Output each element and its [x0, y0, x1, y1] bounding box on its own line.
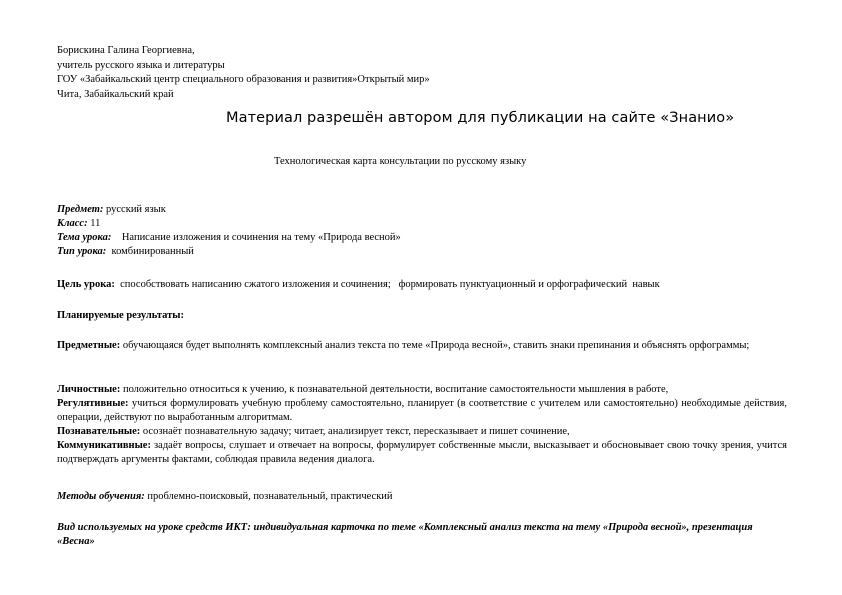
teaching-methods	[57, 490, 787, 504]
author-name: Борискина Галина Георгиевна,	[57, 45, 195, 56]
author-position: учитель русского языка и литературы	[57, 59, 225, 71]
planned-results-heading: Планируемые результаты:	[57, 310, 184, 321]
topic-value: Написание изложения и сочинения на тему «Природа весной»	[111, 232, 401, 243]
personal-label: Личностные:	[57, 384, 121, 395]
personal-value: положительно относиться к учению, к познавательной деятельности, воспитание самостоятельности мышления в работе,	[120, 384, 669, 395]
communicative-results	[57, 439, 787, 467]
ict-tools: Вид используемых на уроке средств ИКТ: индивидуальная карточка по теме «Комплексный анализ текста на тему «Природа весной», презентация «Весна»	[57, 522, 753, 547]
class-row	[57, 217, 787, 231]
lesson-goal	[57, 278, 787, 292]
regulatory-label: Регулятивные:	[57, 398, 129, 409]
cognitive-label: Познавательные:	[57, 426, 141, 437]
author-organization: ГОУ «Забайкальский центр специального образования и развития»Открытый мир»	[57, 74, 430, 86]
author-header	[57, 44, 787, 102]
uud-block	[57, 383, 787, 467]
document-title: Технологическая карта консультации по русскому языку	[274, 156, 527, 167]
personal-results	[57, 383, 787, 397]
cognitive-results	[57, 425, 787, 439]
author-location: Чита, Забайкальский край	[57, 88, 174, 100]
lesson-meta	[57, 203, 787, 259]
goal-label: Цель урока:	[57, 279, 115, 290]
publication-banner: Материал разрешён автором для публикации на сайте «Знанио»	[226, 110, 735, 126]
topic-row	[57, 231, 787, 245]
subject-results-value: обучающаяся будет выполнять комплексный анализ текста по теме «Природа весной», ставить знаки препинания и объяснять орфограммы;	[120, 340, 750, 351]
subject-value: русский язык	[103, 204, 166, 215]
goal-value: способствовать написанию сжатого изложения и сочинения; формировать пунктуационный и орфографический навык	[114, 279, 660, 290]
regulatory-results	[57, 397, 787, 425]
regulatory-value: учиться формулировать учебную проблему самостоятельно, планирует (в соответствие с учителем или самостоятельно) необходимые действия, операции, действуют по выработанным алгоритмам.	[57, 398, 787, 423]
communicative-value: задаёт вопросы, слушает и отвечает на вопросы, формулирует собственные мысли, высказывает и обосновывает свою точку зрения, учится подтверждать аргументы фактами, соблюдая правила ведения диалога.	[57, 440, 787, 465]
topic-label: Тема урока:	[57, 232, 112, 243]
methods-value: проблемно-поисковый, познавательный, практический	[144, 491, 393, 502]
methods-label: Методы обучения:	[57, 491, 145, 502]
subject-results	[57, 339, 787, 353]
type-label: Тип урока:	[57, 246, 107, 257]
subject-row	[57, 203, 787, 217]
class-label: Класс:	[57, 218, 88, 229]
subject-label: Предмет:	[57, 204, 104, 215]
cognitive-value: осознаёт познавательную задачу; читает, анализирует текст, пересказывает и пишет сочинение,	[140, 426, 570, 437]
subject-results-label: Предметные:	[57, 340, 121, 351]
class-value: 11	[87, 218, 101, 229]
type-row	[57, 245, 787, 259]
type-value: комбинированный	[106, 246, 194, 257]
communicative-label: Коммуникативные:	[57, 440, 151, 451]
